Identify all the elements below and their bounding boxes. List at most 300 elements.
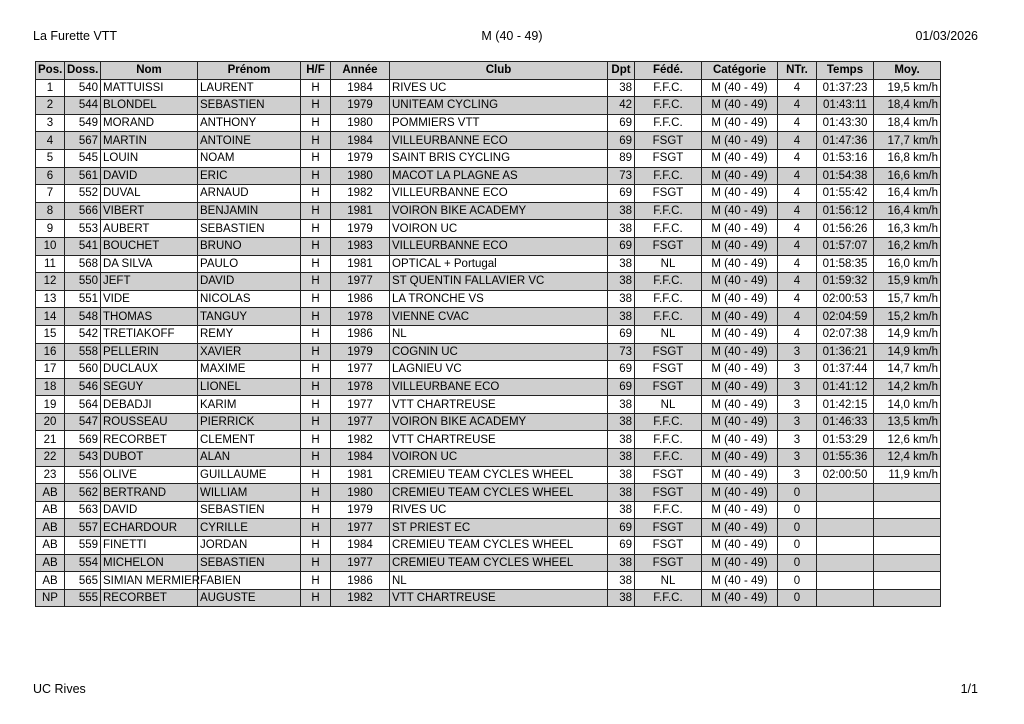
cell-fede: F.F.C. bbox=[635, 220, 702, 238]
column-header-pos: Pos. bbox=[36, 62, 65, 80]
cell-club: SAINT BRIS CYCLING bbox=[390, 149, 608, 167]
cell-dpt: 38 bbox=[608, 273, 635, 291]
cell-fede: F.F.C. bbox=[635, 449, 702, 467]
cell-pos: 13 bbox=[36, 290, 65, 308]
cell-annee: 1984 bbox=[331, 132, 390, 150]
cell-prenom: ANTOINE bbox=[198, 132, 301, 150]
cell-moy: 14,2 km/h bbox=[874, 378, 941, 396]
cell-fede: F.F.C. bbox=[635, 413, 702, 431]
cell-prenom: AUGUSTE bbox=[198, 589, 301, 607]
cell-nom: MORAND bbox=[101, 114, 198, 132]
event-title: La Furette VTT bbox=[33, 29, 118, 43]
table-body bbox=[36, 79, 941, 607]
cell-annee: 1981 bbox=[331, 466, 390, 484]
cell-moy bbox=[874, 484, 941, 502]
cell-nom: MATTUISSI bbox=[101, 79, 198, 97]
cell-temps: 01:43:30 bbox=[817, 114, 874, 132]
cell-hf: H bbox=[301, 202, 331, 220]
cell-prenom: SEBASTIEN bbox=[198, 97, 301, 115]
cell-doss: 567 bbox=[65, 132, 101, 150]
cell-categorie: M (40 - 49) bbox=[702, 114, 778, 132]
cell-club: CREMIEU TEAM CYCLES WHEEL bbox=[390, 537, 608, 555]
cell-nom: DUBOT bbox=[101, 449, 198, 467]
cell-doss: 559 bbox=[65, 537, 101, 555]
cell-club: VTT CHARTREUSE bbox=[390, 589, 608, 607]
table-row bbox=[36, 537, 941, 555]
table-row bbox=[36, 589, 941, 607]
cell-categorie: M (40 - 49) bbox=[702, 202, 778, 220]
cell-fede: F.F.C. bbox=[635, 202, 702, 220]
cell-temps: 01:55:42 bbox=[817, 185, 874, 203]
table-row bbox=[36, 396, 941, 414]
cell-hf: H bbox=[301, 378, 331, 396]
cell-doss: 548 bbox=[65, 308, 101, 326]
cell-prenom: GUILLAUME bbox=[198, 466, 301, 484]
cell-moy: 12,4 km/h bbox=[874, 449, 941, 467]
cell-club: VTT CHARTREUSE bbox=[390, 431, 608, 449]
cell-doss: 541 bbox=[65, 237, 101, 255]
cell-hf: H bbox=[301, 149, 331, 167]
cell-hf: H bbox=[301, 308, 331, 326]
cell-annee: 1982 bbox=[331, 589, 390, 607]
cell-moy: 16,0 km/h bbox=[874, 255, 941, 273]
table-row bbox=[36, 273, 941, 291]
cell-dpt: 38 bbox=[608, 431, 635, 449]
cell-hf: H bbox=[301, 484, 331, 502]
cell-temps: 01:56:26 bbox=[817, 220, 874, 238]
cell-categorie: M (40 - 49) bbox=[702, 554, 778, 572]
cell-club: LAGNIEU VC bbox=[390, 361, 608, 379]
cell-fede: F.F.C. bbox=[635, 290, 702, 308]
cell-hf: H bbox=[301, 220, 331, 238]
cell-hf: H bbox=[301, 413, 331, 431]
cell-prenom: BENJAMIN bbox=[198, 202, 301, 220]
cell-pos: 20 bbox=[36, 413, 65, 431]
cell-nom: DEBADJI bbox=[101, 396, 198, 414]
cell-pos: 22 bbox=[36, 449, 65, 467]
cell-ntr: 3 bbox=[778, 431, 817, 449]
cell-categorie: M (40 - 49) bbox=[702, 519, 778, 537]
cell-nom: DUCLAUX bbox=[101, 361, 198, 379]
cell-hf: H bbox=[301, 255, 331, 273]
cell-prenom: PIERRICK bbox=[198, 413, 301, 431]
cell-pos: 4 bbox=[36, 132, 65, 150]
cell-doss: 553 bbox=[65, 220, 101, 238]
cell-club: NL bbox=[390, 572, 608, 590]
cell-nom: LOUIN bbox=[101, 149, 198, 167]
table-header-row bbox=[36, 62, 941, 80]
cell-pos: 12 bbox=[36, 273, 65, 291]
cell-categorie: M (40 - 49) bbox=[702, 378, 778, 396]
cell-ntr: 0 bbox=[778, 501, 817, 519]
cell-fede: FSGT bbox=[635, 185, 702, 203]
cell-hf: H bbox=[301, 132, 331, 150]
cell-nom: PELLERIN bbox=[101, 343, 198, 361]
cell-nom: DUVAL bbox=[101, 185, 198, 203]
table-row bbox=[36, 378, 941, 396]
cell-ntr: 4 bbox=[778, 220, 817, 238]
cell-doss: 555 bbox=[65, 589, 101, 607]
cell-hf: H bbox=[301, 361, 331, 379]
cell-annee: 1982 bbox=[331, 185, 390, 203]
cell-club: VOIRON UC bbox=[390, 220, 608, 238]
cell-temps: 01:42:15 bbox=[817, 396, 874, 414]
cell-fede: NL bbox=[635, 396, 702, 414]
cell-prenom: SEBASTIEN bbox=[198, 554, 301, 572]
cell-dpt: 69 bbox=[608, 361, 635, 379]
cell-pos: 2 bbox=[36, 97, 65, 115]
table-row bbox=[36, 97, 941, 115]
cell-categorie: M (40 - 49) bbox=[702, 79, 778, 97]
cell-moy: 18,4 km/h bbox=[874, 114, 941, 132]
cell-annee: 1986 bbox=[331, 290, 390, 308]
cell-temps: 01:36:21 bbox=[817, 343, 874, 361]
cell-moy: 16,4 km/h bbox=[874, 202, 941, 220]
cell-hf: H bbox=[301, 167, 331, 185]
cell-annee: 1979 bbox=[331, 220, 390, 238]
cell-prenom: CLEMENT bbox=[198, 431, 301, 449]
cell-club: UNITEAM CYCLING bbox=[390, 97, 608, 115]
cell-annee: 1977 bbox=[331, 519, 390, 537]
cell-nom: THOMAS bbox=[101, 308, 198, 326]
cell-club: CREMIEU TEAM CYCLES WHEEL bbox=[390, 554, 608, 572]
cell-pos: 7 bbox=[36, 185, 65, 203]
cell-nom: SEGUY bbox=[101, 378, 198, 396]
cell-dpt: 38 bbox=[608, 290, 635, 308]
cell-pos: AB bbox=[36, 501, 65, 519]
cell-hf: H bbox=[301, 290, 331, 308]
column-header-moy: Moy. bbox=[874, 62, 941, 80]
cell-hf: H bbox=[301, 519, 331, 537]
cell-doss: 568 bbox=[65, 255, 101, 273]
cell-pos: 8 bbox=[36, 202, 65, 220]
cell-temps: 01:41:12 bbox=[817, 378, 874, 396]
column-header-hf: H/F bbox=[301, 62, 331, 80]
cell-prenom: JORDAN bbox=[198, 537, 301, 555]
cell-club: NL bbox=[390, 325, 608, 343]
cell-pos: NP bbox=[36, 589, 65, 607]
cell-club: VILLEURBANE ECO bbox=[390, 378, 608, 396]
cell-moy: 18,4 km/h bbox=[874, 97, 941, 115]
cell-doss: 544 bbox=[65, 97, 101, 115]
cell-dpt: 38 bbox=[608, 202, 635, 220]
cell-fede: FSGT bbox=[635, 519, 702, 537]
cell-fede: F.F.C. bbox=[635, 273, 702, 291]
cell-temps: 01:37:23 bbox=[817, 79, 874, 97]
cell-nom: RECORBET bbox=[101, 589, 198, 607]
cell-doss: 557 bbox=[65, 519, 101, 537]
cell-fede: F.F.C. bbox=[635, 501, 702, 519]
cell-pos: 10 bbox=[36, 237, 65, 255]
cell-doss: 566 bbox=[65, 202, 101, 220]
cell-annee: 1986 bbox=[331, 572, 390, 590]
table-row bbox=[36, 79, 941, 97]
cell-annee: 1981 bbox=[331, 202, 390, 220]
cell-categorie: M (40 - 49) bbox=[702, 132, 778, 150]
cell-ntr: 0 bbox=[778, 519, 817, 537]
cell-moy: 15,7 km/h bbox=[874, 290, 941, 308]
cell-temps: 01:47:36 bbox=[817, 132, 874, 150]
table-row bbox=[36, 431, 941, 449]
cell-annee: 1984 bbox=[331, 79, 390, 97]
cell-ntr: 4 bbox=[778, 202, 817, 220]
cell-annee: 1981 bbox=[331, 255, 390, 273]
cell-fede: NL bbox=[635, 572, 702, 590]
cell-club: COGNIN UC bbox=[390, 343, 608, 361]
cell-prenom: SEBASTIEN bbox=[198, 501, 301, 519]
table-row bbox=[36, 290, 941, 308]
cell-pos: AB bbox=[36, 572, 65, 590]
cell-categorie: M (40 - 49) bbox=[702, 449, 778, 467]
cell-moy: 13,5 km/h bbox=[874, 413, 941, 431]
cell-annee: 1980 bbox=[331, 484, 390, 502]
table-row bbox=[36, 308, 941, 326]
cell-dpt: 69 bbox=[608, 237, 635, 255]
cell-moy: 16,2 km/h bbox=[874, 237, 941, 255]
table-row bbox=[36, 325, 941, 343]
cell-ntr: 4 bbox=[778, 273, 817, 291]
cell-categorie: M (40 - 49) bbox=[702, 589, 778, 607]
table-row bbox=[36, 202, 941, 220]
cell-fede: F.F.C. bbox=[635, 97, 702, 115]
cell-moy: 14,7 km/h bbox=[874, 361, 941, 379]
cell-temps bbox=[817, 484, 874, 502]
cell-dpt: 38 bbox=[608, 79, 635, 97]
cell-doss: 554 bbox=[65, 554, 101, 572]
cell-hf: H bbox=[301, 449, 331, 467]
cell-prenom: ANTHONY bbox=[198, 114, 301, 132]
table-row bbox=[36, 237, 941, 255]
cell-pos: AB bbox=[36, 537, 65, 555]
cell-dpt: 69 bbox=[608, 519, 635, 537]
results-table bbox=[35, 61, 941, 607]
cell-pos: 9 bbox=[36, 220, 65, 238]
cell-nom: DAVID bbox=[101, 167, 198, 185]
cell-moy: 14,9 km/h bbox=[874, 325, 941, 343]
cell-prenom: BRUNO bbox=[198, 237, 301, 255]
category-title: M (40 - 49) bbox=[481, 29, 543, 43]
cell-categorie: M (40 - 49) bbox=[702, 413, 778, 431]
cell-moy: 16,3 km/h bbox=[874, 220, 941, 238]
cell-hf: H bbox=[301, 237, 331, 255]
cell-categorie: M (40 - 49) bbox=[702, 501, 778, 519]
cell-moy bbox=[874, 537, 941, 555]
cell-annee: 1977 bbox=[331, 396, 390, 414]
cell-temps: 01:59:32 bbox=[817, 273, 874, 291]
cell-doss: 561 bbox=[65, 167, 101, 185]
cell-ntr: 3 bbox=[778, 343, 817, 361]
cell-dpt: 73 bbox=[608, 343, 635, 361]
column-header-prenom: Prénom bbox=[198, 62, 301, 80]
cell-categorie: M (40 - 49) bbox=[702, 185, 778, 203]
cell-nom: SIMIAN MERMIER bbox=[101, 572, 198, 590]
cell-prenom: SEBASTIEN bbox=[198, 220, 301, 238]
cell-prenom: LIONEL bbox=[198, 378, 301, 396]
cell-dpt: 69 bbox=[608, 132, 635, 150]
cell-annee: 1980 bbox=[331, 167, 390, 185]
cell-hf: H bbox=[301, 114, 331, 132]
cell-doss: 569 bbox=[65, 431, 101, 449]
cell-ntr: 3 bbox=[778, 449, 817, 467]
cell-categorie: M (40 - 49) bbox=[702, 343, 778, 361]
cell-ntr: 0 bbox=[778, 572, 817, 590]
cell-fede: NL bbox=[635, 325, 702, 343]
cell-prenom: XAVIER bbox=[198, 343, 301, 361]
cell-fede: FSGT bbox=[635, 132, 702, 150]
cell-fede: NL bbox=[635, 255, 702, 273]
cell-nom: ROUSSEAU bbox=[101, 413, 198, 431]
cell-annee: 1978 bbox=[331, 308, 390, 326]
column-header-categorie: Catégorie bbox=[702, 62, 778, 80]
cell-dpt: 73 bbox=[608, 167, 635, 185]
cell-moy: 16,4 km/h bbox=[874, 185, 941, 203]
cell-dpt: 38 bbox=[608, 220, 635, 238]
cell-ntr: 4 bbox=[778, 167, 817, 185]
cell-moy bbox=[874, 589, 941, 607]
cell-fede: F.F.C. bbox=[635, 589, 702, 607]
cell-fede: FSGT bbox=[635, 343, 702, 361]
cell-club: CREMIEU TEAM CYCLES WHEEL bbox=[390, 484, 608, 502]
cell-club: RIVES UC bbox=[390, 79, 608, 97]
cell-temps: 01:53:29 bbox=[817, 431, 874, 449]
cell-doss: 551 bbox=[65, 290, 101, 308]
cell-prenom: DAVID bbox=[198, 273, 301, 291]
table-row bbox=[36, 449, 941, 467]
cell-nom: ECHARDOUR bbox=[101, 519, 198, 537]
cell-hf: H bbox=[301, 431, 331, 449]
cell-pos: 17 bbox=[36, 361, 65, 379]
cell-fede: FSGT bbox=[635, 237, 702, 255]
table-row bbox=[36, 484, 941, 502]
cell-prenom: NICOLAS bbox=[198, 290, 301, 308]
cell-prenom: ARNAUD bbox=[198, 185, 301, 203]
cell-categorie: M (40 - 49) bbox=[702, 325, 778, 343]
cell-pos: AB bbox=[36, 484, 65, 502]
cell-categorie: M (40 - 49) bbox=[702, 572, 778, 590]
table-row bbox=[36, 132, 941, 150]
cell-nom: VIDE bbox=[101, 290, 198, 308]
cell-hf: H bbox=[301, 554, 331, 572]
cell-fede: FSGT bbox=[635, 361, 702, 379]
cell-nom: DAVID bbox=[101, 501, 198, 519]
cell-dpt: 38 bbox=[608, 308, 635, 326]
cell-ntr: 4 bbox=[778, 79, 817, 97]
cell-ntr: 4 bbox=[778, 290, 817, 308]
cell-annee: 1982 bbox=[331, 431, 390, 449]
cell-temps: 02:07:38 bbox=[817, 325, 874, 343]
cell-doss: 546 bbox=[65, 378, 101, 396]
cell-nom: BLONDEL bbox=[101, 97, 198, 115]
cell-hf: H bbox=[301, 273, 331, 291]
cell-moy: 17,7 km/h bbox=[874, 132, 941, 150]
cell-pos: 3 bbox=[36, 114, 65, 132]
column-header-fede: Fédé. bbox=[635, 62, 702, 80]
cell-dpt: 69 bbox=[608, 378, 635, 396]
cell-ntr: 4 bbox=[778, 132, 817, 150]
table-row bbox=[36, 501, 941, 519]
column-header-dpt: Dpt bbox=[608, 62, 635, 80]
cell-fede: F.F.C. bbox=[635, 308, 702, 326]
cell-club: VILLEURBANNE ECO bbox=[390, 237, 608, 255]
cell-annee: 1977 bbox=[331, 554, 390, 572]
cell-club: CREMIEU TEAM CYCLES WHEEL bbox=[390, 466, 608, 484]
cell-pos: 5 bbox=[36, 149, 65, 167]
cell-fede: F.F.C. bbox=[635, 114, 702, 132]
cell-fede: FSGT bbox=[635, 466, 702, 484]
cell-prenom: TANGUY bbox=[198, 308, 301, 326]
cell-categorie: M (40 - 49) bbox=[702, 167, 778, 185]
cell-club: VILLEURBANNE ECO bbox=[390, 185, 608, 203]
cell-hf: H bbox=[301, 537, 331, 555]
cell-club: VOIRON UC bbox=[390, 449, 608, 467]
cell-pos: 11 bbox=[36, 255, 65, 273]
cell-doss: 550 bbox=[65, 273, 101, 291]
cell-pos: 16 bbox=[36, 343, 65, 361]
cell-dpt: 69 bbox=[608, 185, 635, 203]
cell-annee: 1984 bbox=[331, 449, 390, 467]
cell-doss: 560 bbox=[65, 361, 101, 379]
table-row bbox=[36, 220, 941, 238]
cell-categorie: M (40 - 49) bbox=[702, 290, 778, 308]
cell-pos: 21 bbox=[36, 431, 65, 449]
cell-dpt: 69 bbox=[608, 114, 635, 132]
cell-dpt: 69 bbox=[608, 537, 635, 555]
cell-doss: 540 bbox=[65, 79, 101, 97]
cell-club: ST PRIEST EC bbox=[390, 519, 608, 537]
cell-moy bbox=[874, 572, 941, 590]
table-row bbox=[36, 149, 941, 167]
cell-fede: F.F.C. bbox=[635, 167, 702, 185]
cell-fede: F.F.C. bbox=[635, 79, 702, 97]
cell-temps: 01:55:36 bbox=[817, 449, 874, 467]
table-row bbox=[36, 572, 941, 590]
cell-dpt: 38 bbox=[608, 501, 635, 519]
cell-club: OPTICAL + Portugal bbox=[390, 255, 608, 273]
cell-doss: 543 bbox=[65, 449, 101, 467]
table-row bbox=[36, 519, 941, 537]
cell-hf: H bbox=[301, 466, 331, 484]
cell-temps: 02:00:53 bbox=[817, 290, 874, 308]
cell-dpt: 38 bbox=[608, 466, 635, 484]
cell-pos: 23 bbox=[36, 466, 65, 484]
cell-doss: 552 bbox=[65, 185, 101, 203]
cell-nom: OLIVE bbox=[101, 466, 198, 484]
cell-ntr: 4 bbox=[778, 308, 817, 326]
cell-annee: 1977 bbox=[331, 273, 390, 291]
column-header-temps: Temps bbox=[817, 62, 874, 80]
cell-annee: 1977 bbox=[331, 413, 390, 431]
cell-nom: BERTRAND bbox=[101, 484, 198, 502]
cell-hf: H bbox=[301, 501, 331, 519]
cell-hf: H bbox=[301, 396, 331, 414]
cell-doss: 558 bbox=[65, 343, 101, 361]
cell-ntr: 4 bbox=[778, 149, 817, 167]
cell-categorie: M (40 - 49) bbox=[702, 431, 778, 449]
cell-club: MACOT LA PLAGNE AS bbox=[390, 167, 608, 185]
cell-club: VILLEURBANNE ECO bbox=[390, 132, 608, 150]
cell-temps: 01:37:44 bbox=[817, 361, 874, 379]
cell-moy: 12,6 km/h bbox=[874, 431, 941, 449]
cell-fede: FSGT bbox=[635, 149, 702, 167]
cell-nom: MARTIN bbox=[101, 132, 198, 150]
cell-pos: 1 bbox=[36, 79, 65, 97]
cell-hf: H bbox=[301, 185, 331, 203]
cell-prenom: KARIM bbox=[198, 396, 301, 414]
cell-dpt: 38 bbox=[608, 484, 635, 502]
column-header-doss: Doss. bbox=[65, 62, 101, 80]
cell-moy: 16,6 km/h bbox=[874, 167, 941, 185]
table-row bbox=[36, 185, 941, 203]
